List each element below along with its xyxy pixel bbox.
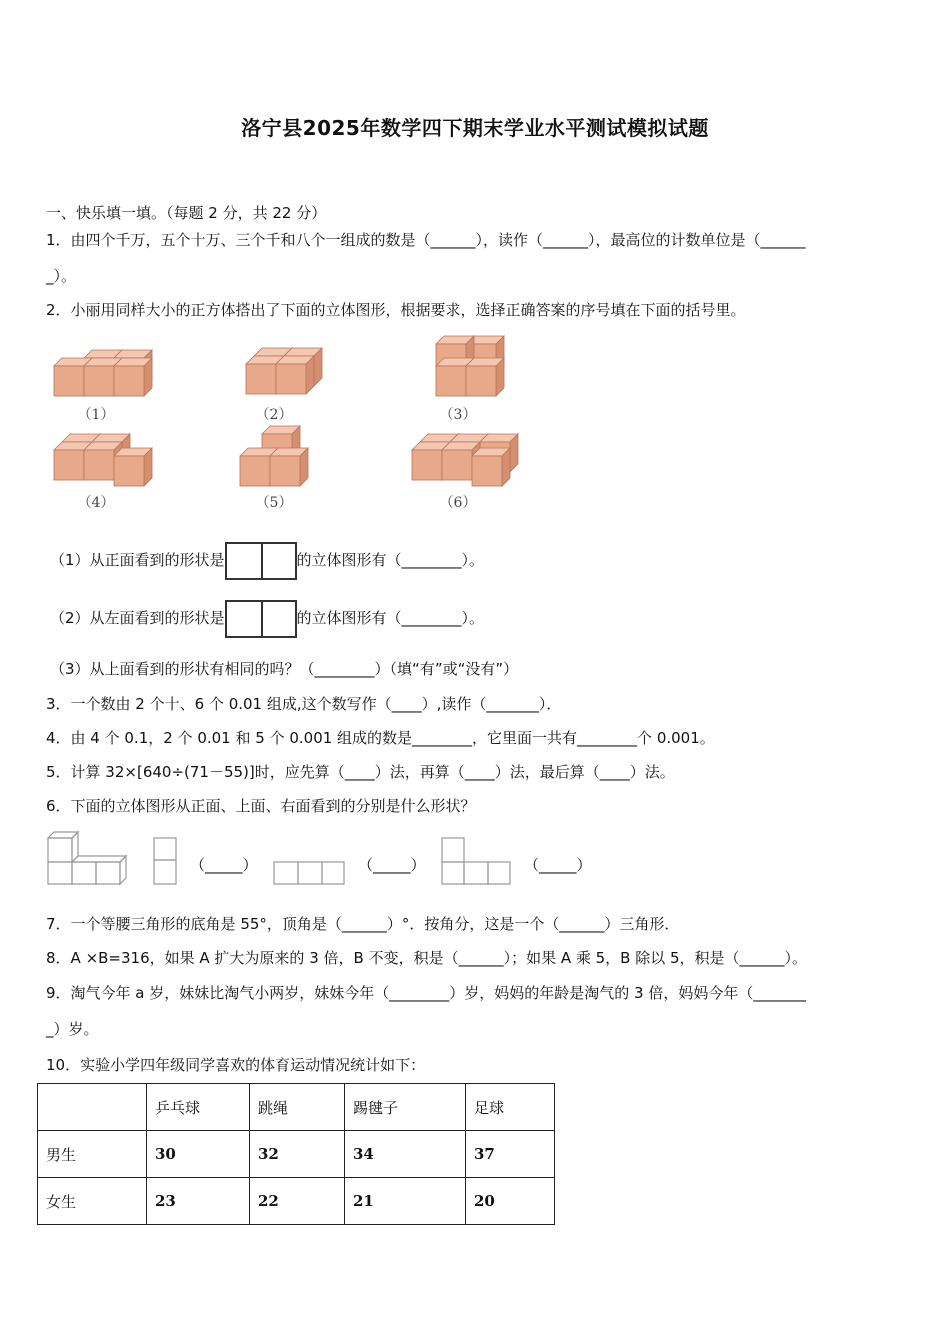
table-cell: 22 (250, 1178, 345, 1225)
question-10: 10．实验小学四年级同学喜欢的体育运动情况统计如下： (46, 1056, 426, 1074)
table-header-cell (38, 1084, 147, 1131)
question-7: 7．一个等腰三角形的底角是 55°，顶角是（______）°．按角分，这是一个（______）三角形． (46, 915, 680, 933)
table-row (38, 1131, 555, 1178)
q6-answer-blank-1: （_____） (190, 856, 258, 874)
figure-label-4: （4） (77, 495, 115, 511)
figure-label-3: （3） (439, 407, 477, 423)
table-cell: 21 (345, 1178, 466, 1225)
figure-label-2: （2） (255, 407, 293, 423)
q6-answer-blank-2: （_____） (358, 856, 426, 874)
table-cell: 32 (250, 1131, 345, 1178)
table-header-row (38, 1084, 555, 1131)
sports-stat-table (37, 1083, 555, 1225)
table-header-cell: 足球 (466, 1084, 555, 1131)
question-8: 8．A ×B=316，如果 A 扩大为原来的 3 倍，B 不变，积是（______）；如果 A 乘 5，B 除以 5，积是（______）。 (46, 949, 808, 967)
question-9-cont: _）岁。 (46, 1020, 99, 1038)
figure-2 (246, 348, 322, 394)
table-cell: 37 (466, 1131, 555, 1178)
question-9: 9．淘气今年 a 岁，妹妹比淘气小两岁，妹妹今年（________）岁，妈妈的年龄是淘气的 3 倍，妈妈今年（_______ (46, 984, 806, 1002)
question-5: 5．计算 32×[640÷(71－55)]时，应先算（____）法，再算（____）法，最后算（____）法。 (46, 763, 675, 781)
table-header-cell: 踢毽子 (345, 1084, 466, 1131)
top-view-option (274, 862, 344, 884)
table-cell: 20 (466, 1178, 555, 1225)
question-2: 2．小丽用同样大小的正方体搭出了下面的立体图形，根据要求，选择正确答案的序号填在下面的括号里。 (46, 301, 746, 319)
figure-label-5: （5） (255, 495, 293, 511)
table-cell: 34 (345, 1131, 466, 1178)
figure-1 (54, 350, 152, 396)
table-row (38, 1178, 555, 1225)
figure-6 (412, 434, 518, 486)
figure-3 (436, 336, 504, 396)
question-4: 4．由 4 个 0.1，2 个 0.01 和 5 个 0.001 组成的数是________，它里面一共有________个 0.001。 (46, 729, 715, 747)
table-header-cell: 乒乓球 (147, 1084, 250, 1131)
question-6: 6．下面的立体图形从正面、上面、右面看到的分别是什么形状？ (46, 797, 476, 815)
view-figures (44, 830, 524, 890)
page-title: 洛宁县2025年数学四下期末学业水平测试模拟试题 (241, 116, 709, 140)
solid-figure (48, 832, 126, 884)
section-heading: 一、快乐填一填。（每题 2 分，共 22 分） (46, 204, 327, 222)
figure-label-6: （6） (439, 495, 477, 511)
figure-label-1: （1） (77, 407, 115, 423)
right-view-option (442, 838, 510, 884)
table-cell: 男生 (38, 1131, 147, 1178)
two-square-shape-icon (225, 542, 297, 580)
table-cell: 23 (147, 1178, 250, 1225)
figure-5 (240, 426, 308, 486)
table-header-cell: 跳绳 (250, 1084, 345, 1131)
table-cell: 女生 (38, 1178, 147, 1225)
front-view-option (154, 838, 176, 884)
question-3: 3．一个数由 2 个十、6 个 0.01 组成,这个数写作（____）,读作（_______）． (46, 695, 562, 713)
figure-4 (54, 434, 152, 486)
two-square-shape-icon (225, 600, 297, 638)
question-2-3: （3）从上面看到的形状有相同的吗？（________）（填“有”或“没有”） (50, 660, 519, 678)
q6-answer-blank-3: （_____） (524, 856, 592, 874)
question-1-cont: _）。 (46, 267, 77, 285)
table-cell: 30 (147, 1131, 250, 1178)
question-2-2: （2）从左面看到的形状是 的立体图形有（________）。 (50, 598, 484, 638)
question-1: 1．由四个千万，五个十万、三个千和八个一组成的数是（______），读作（______），最高位的计数单位是（______ (46, 231, 806, 249)
question-2-1: （1）从正面看到的形状是 的立体图形有（________）。 (50, 540, 484, 580)
